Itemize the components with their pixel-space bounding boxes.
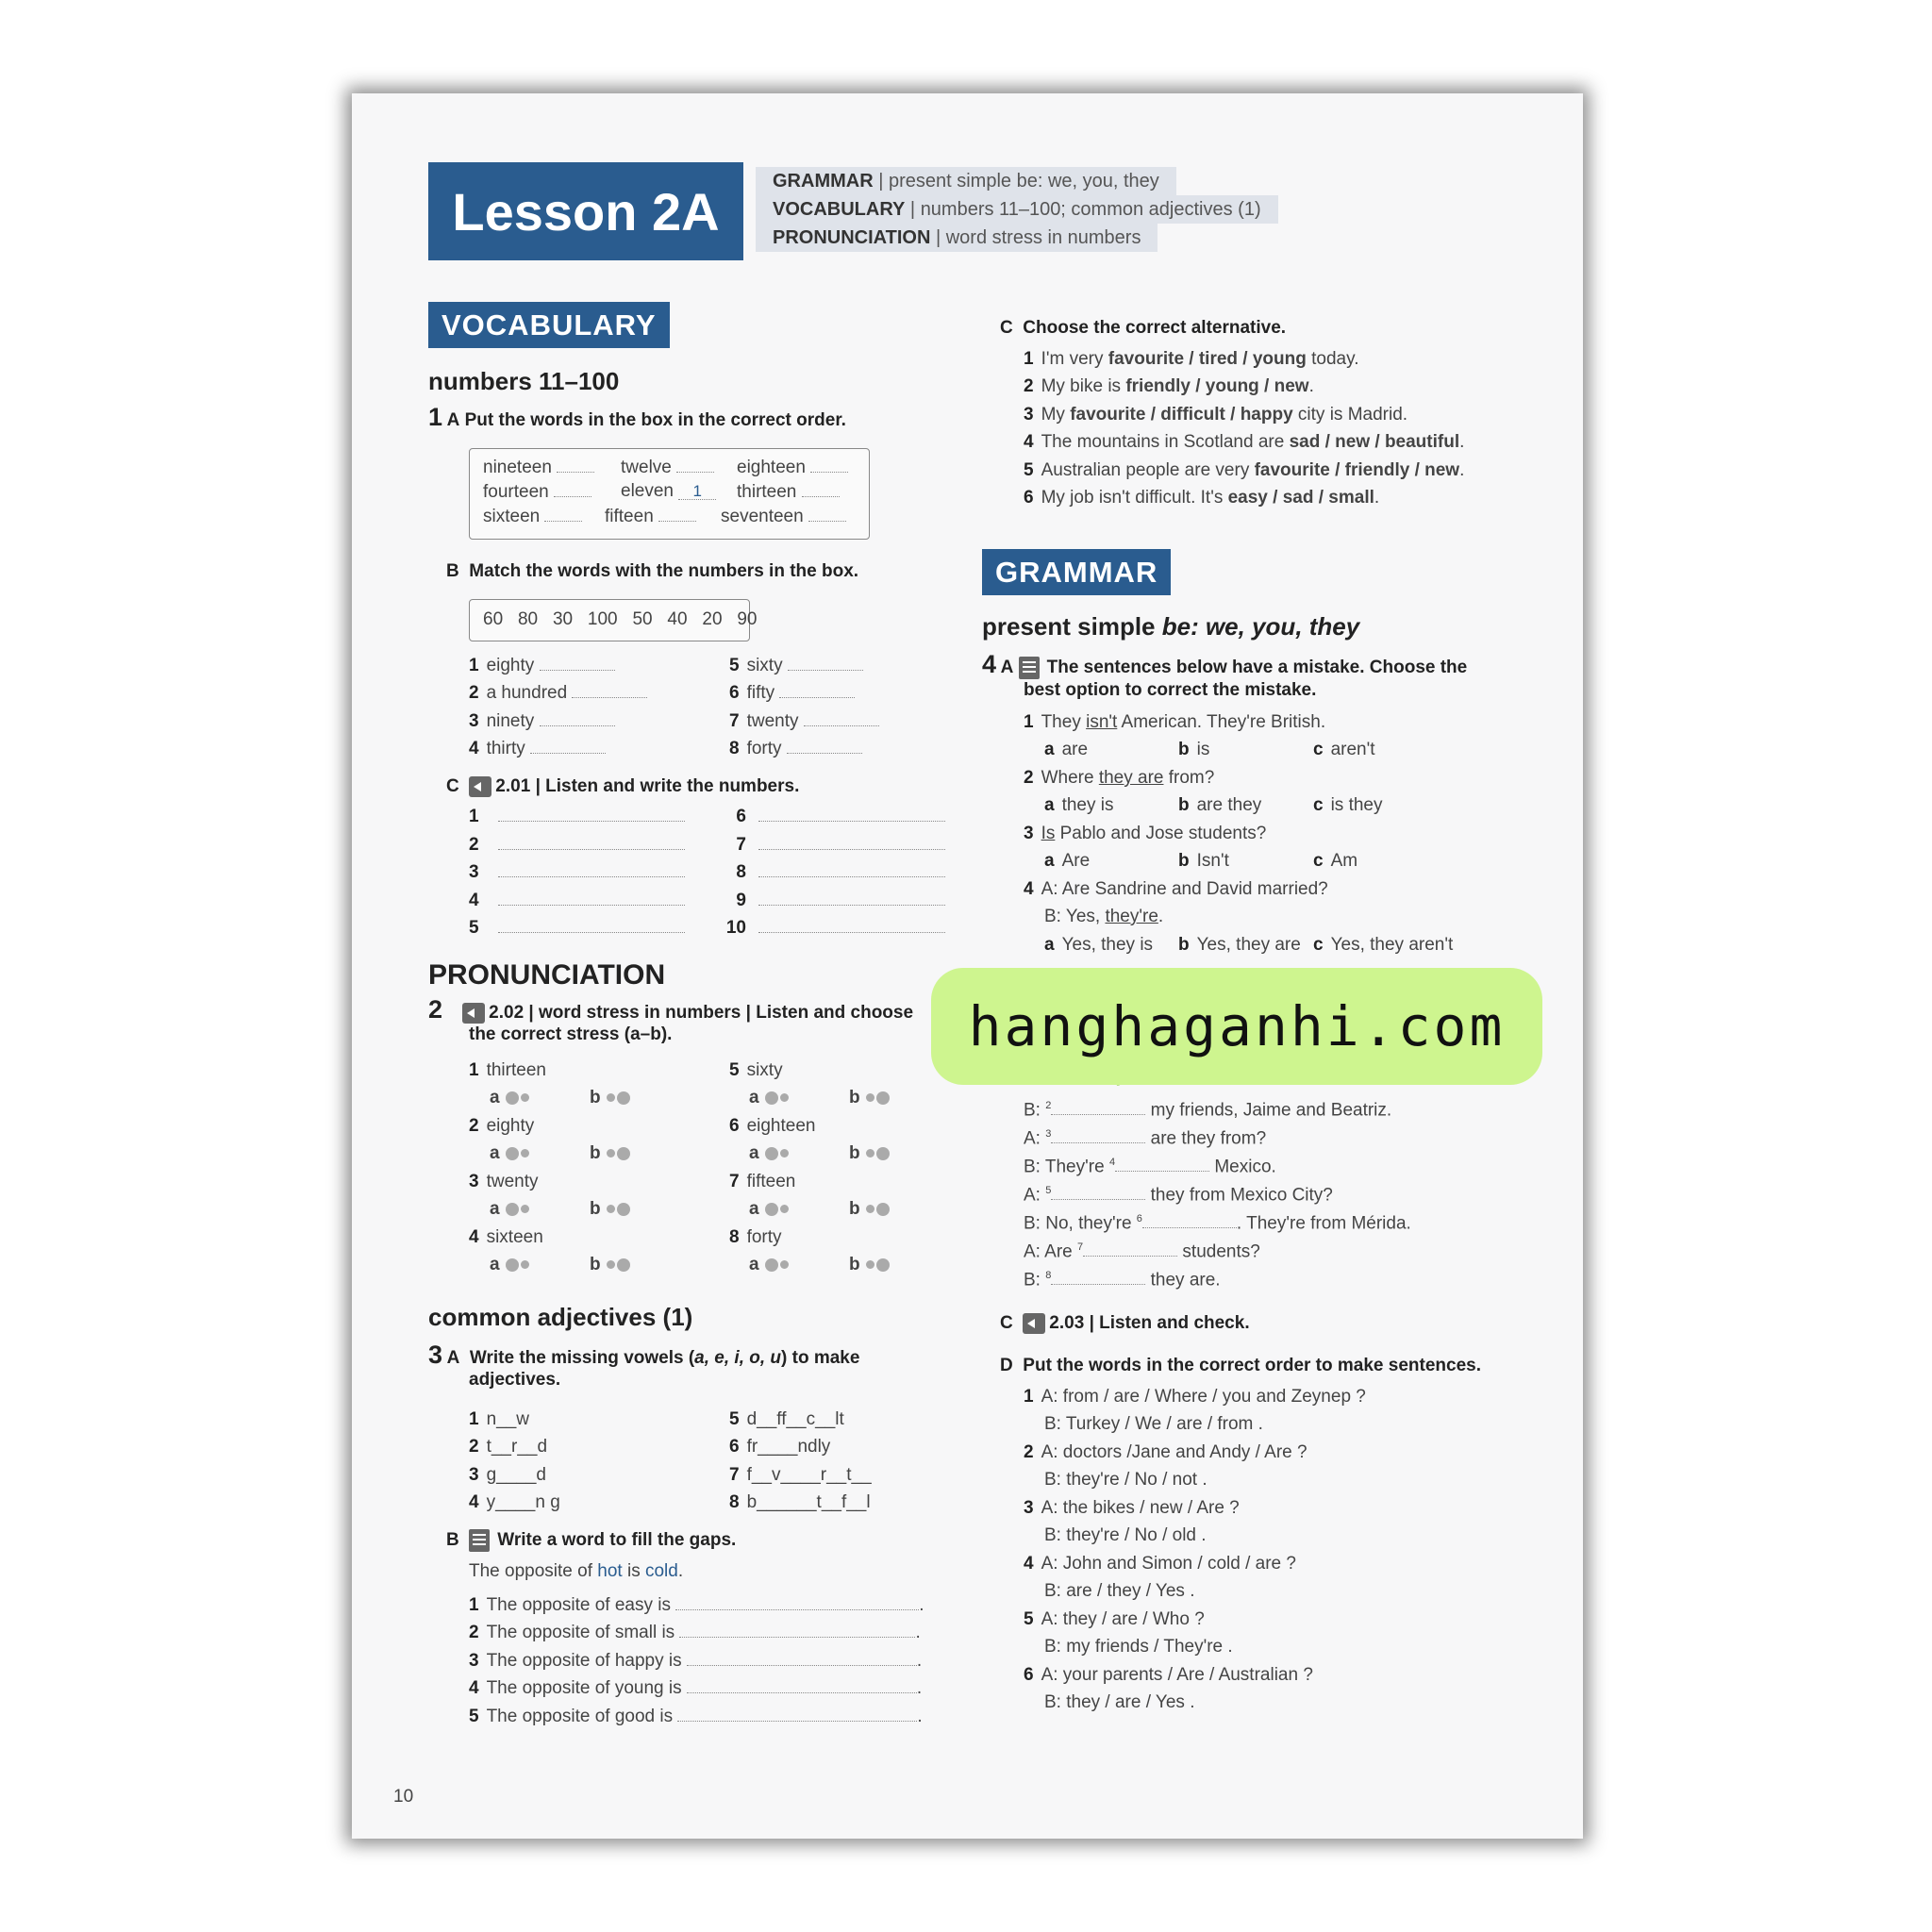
ex1c-instruction: C 2.01 | Listen and write the numbers. — [446, 776, 800, 796]
order-item-b: B: they're / No / old . — [1044, 1525, 1207, 1545]
option-b[interactable]: b are they — [1178, 795, 1262, 815]
workbook-page — [352, 93, 1583, 1839]
option-b[interactable]: b is — [1178, 740, 1210, 759]
conversation-line: B: $^2$ my friends, Jaime and Beatriz. — [1024, 1100, 1392, 1121]
ex2-instruction-cont: the correct stress (a–b). — [469, 1024, 673, 1044]
vowel-item: 8 b______t__f__l — [729, 1492, 871, 1512]
vowel-item: 3 g____d — [469, 1465, 546, 1485]
write-line: 10 — [720, 917, 945, 939]
box-word: fourteen — [483, 481, 591, 503]
ex1a-instruction: 1 A Put the words in the box in the correct order. — [428, 403, 846, 431]
gap-item: 5 The opposite of good is . — [469, 1707, 923, 1726]
option-c[interactable]: c Am — [1313, 851, 1358, 871]
match-item: 7 twenty — [729, 710, 879, 732]
box-word: thirteen — [737, 481, 840, 503]
vowel-item: 2 t__r__d — [469, 1437, 548, 1457]
option-c[interactable]: c aren't — [1313, 740, 1375, 759]
option-a[interactable]: a Yes, they is — [1044, 935, 1154, 955]
vowel-item: 7 f__v____r__t__ — [729, 1465, 872, 1485]
stress-word: 4 sixteen — [469, 1227, 543, 1247]
stress-option-b[interactable]: b — [590, 1088, 630, 1108]
document-icon — [469, 1529, 490, 1552]
stress-option-a[interactable]: a — [490, 1255, 529, 1275]
box-word: eighteen — [737, 457, 848, 478]
write-line: 7 — [720, 834, 945, 856]
stress-option-b[interactable]: b — [590, 1143, 630, 1164]
conversation-line: A: $^5$ they from Mexico City? — [1024, 1185, 1333, 1206]
grammar-heading: GRAMMAR — [982, 549, 1171, 595]
stress-option-a[interactable]: a — [749, 1143, 789, 1164]
order-item-b: B: Turkey / We / are / from . — [1044, 1414, 1263, 1434]
order-item: 4 A: John and Simon / cold / are ? — [1024, 1554, 1296, 1574]
gap-item: 3 The opposite of happy is . — [469, 1651, 923, 1671]
option-a[interactable]: a are — [1044, 740, 1089, 759]
stress-word: 3 twenty — [469, 1172, 539, 1191]
mistake-question: 1 They isn't American. They're British. — [1024, 712, 1326, 732]
conversation-line: A: $^3$ are they from? — [1024, 1128, 1267, 1149]
ex3a-instruction-cont: adjectives. — [469, 1370, 561, 1390]
match-item: 2 a hundred — [469, 682, 647, 704]
document-icon — [1019, 657, 1040, 679]
order-item-b: B: they're / No / not . — [1044, 1470, 1208, 1490]
gap-item: 1 The opposite of easy is . — [469, 1595, 924, 1615]
match-item: 8 forty — [729, 738, 862, 759]
stress-word: 1 thirteen — [469, 1060, 546, 1080]
vowel-item: 1 n__w — [469, 1409, 529, 1429]
mistake-question: 2 Where they are from? — [1024, 768, 1215, 788]
pron-meta: PRONUNCIATION | word stress in numbers — [756, 224, 1158, 252]
ex2-instruction: 2 2.02 | word stress in numbers | Listen and choose — [428, 995, 914, 1024]
stress-option-a[interactable]: a — [749, 1199, 789, 1220]
match-item: 3 ninety — [469, 710, 615, 732]
option-c[interactable]: c is they — [1313, 795, 1383, 815]
grammar-subheading: present simple be: we, you, they — [982, 612, 1360, 641]
gap-item: 2 The opposite of small is . — [469, 1623, 921, 1642]
vocab-subheading: numbers 11–100 — [428, 367, 620, 395]
write-line: 6 — [720, 806, 945, 827]
option-a[interactable]: a Are — [1044, 851, 1091, 871]
ex1b-instruction: B Match the words with the numbers in the box. — [446, 561, 859, 581]
stress-word: 7 fifteen — [729, 1172, 796, 1191]
order-item: 5 A: they / are / Who ? — [1024, 1609, 1205, 1629]
stress-word: 5 sixty — [729, 1060, 783, 1080]
order-item: 3 A: the bikes / new / Are ? — [1024, 1498, 1240, 1518]
match-item: 6 fifty — [729, 682, 855, 704]
stress-option-a[interactable]: a — [490, 1199, 529, 1220]
write-line: 5 — [469, 917, 685, 939]
box-word: eleven 1 — [621, 481, 716, 502]
box-word: sixteen — [483, 506, 582, 527]
adjectives-heading: common adjectives (1) — [428, 1303, 693, 1331]
ex3b-instruction: B Write a word to fill the gaps. — [446, 1530, 737, 1550]
lesson-title: Lesson 2A — [428, 162, 743, 260]
audio-icon[interactable] — [462, 1003, 485, 1024]
order-item: 2 A: doctors /Jane and Andy / Are ? — [1024, 1442, 1307, 1462]
page-number: 10 — [393, 1787, 414, 1807]
choose-item: 1 I'm very favourite / tired / young today. — [1024, 349, 1359, 369]
stress-option-b[interactable]: b — [849, 1255, 890, 1275]
write-line: 8 — [720, 861, 945, 883]
write-line: 3 — [469, 861, 685, 883]
write-line: 1 — [469, 806, 685, 827]
stress-word: 8 forty — [729, 1227, 782, 1247]
audio-icon[interactable] — [469, 776, 491, 797]
ex4d-instruction: D Put the words in the correct order to make sentences. — [1000, 1356, 1481, 1375]
choose-item: 4 The mountains in Scotland are sad / new / beautiful. — [1024, 432, 1465, 452]
match-item: 5 sixty — [729, 655, 863, 676]
choose-item: 3 My favourite / difficult / happy city is Madrid. — [1024, 405, 1408, 425]
ex-c-instruction: C Choose the correct alternative. — [1000, 318, 1287, 338]
order-item: 1 A: from / are / Where / you and Zeynep ? — [1024, 1387, 1366, 1407]
conversation-line: B: $^8$ they are. — [1024, 1270, 1221, 1291]
choose-item: 5 Australian people are very favourite / friendly / new. — [1024, 460, 1465, 480]
stress-option-b[interactable]: b — [590, 1255, 630, 1275]
write-line: 2 — [469, 834, 685, 856]
vowel-item: 5 d__ff__c__lt — [729, 1409, 844, 1429]
stress-word: 6 eighteen — [729, 1116, 816, 1136]
number-box-values: 60 80 30 100 50 40 20 90 — [483, 609, 758, 629]
conversation-line: A: Are $^7$ students? — [1024, 1241, 1260, 1262]
ex4a-instruction-cont: best option to correct the mistake. — [1024, 680, 1317, 700]
order-item-b: B: they / are / Yes . — [1044, 1692, 1195, 1712]
write-line: 9 — [720, 890, 945, 911]
ex3a-instruction: 3 A Write the missing vowels (a, e, i, o, u) to make — [428, 1341, 860, 1369]
order-item-b: B: are / they / Yes . — [1044, 1581, 1195, 1601]
stress-option-b[interactable]: b — [849, 1088, 890, 1108]
mistake-question: 4 A: Are Sandrine and David married? — [1024, 879, 1328, 899]
audio-icon[interactable] — [1023, 1313, 1045, 1334]
ex4a-instruction: 4 A The sentences below have a mistake. Choose the — [982, 650, 1468, 678]
watermark-banner: hanghaganhi.com — [931, 968, 1542, 1085]
stress-option-a[interactable]: a — [749, 1088, 789, 1108]
vowel-item: 4 y____n g — [469, 1492, 560, 1512]
option-c[interactable]: c Yes, they aren't — [1313, 935, 1454, 955]
mistake-question-cont: B: Yes, they're. — [1044, 907, 1164, 926]
pronunciation-heading: PRONUNCIATION — [428, 959, 666, 991]
example-sentence: The opposite of hot is cold. — [469, 1561, 684, 1581]
stress-option-b[interactable]: b — [590, 1199, 630, 1220]
mistake-question: 3 Is Pablo and Jose students? — [1024, 824, 1267, 843]
option-b[interactable]: b Yes, they are — [1178, 935, 1301, 955]
write-line: 4 — [469, 890, 685, 911]
stress-option-a[interactable]: a — [490, 1143, 529, 1164]
word-box — [469, 448, 870, 540]
stress-word: 2 eighty — [469, 1116, 535, 1136]
box-word: twelve — [621, 457, 714, 478]
vowel-item: 6 fr____ndly — [729, 1437, 831, 1457]
match-item: 1 eighty — [469, 655, 615, 676]
vocabulary-heading: VOCABULARY — [428, 302, 670, 348]
box-word: seventeen — [721, 506, 846, 527]
match-item: 4 thirty — [469, 738, 606, 759]
option-b[interactable]: b Isn't — [1178, 851, 1229, 871]
choose-item: 2 My bike is friendly / young / new. — [1024, 376, 1314, 396]
order-item-b: B: my friends / They're . — [1044, 1637, 1233, 1657]
number-box — [469, 599, 758, 641]
vocab-meta: VOCABULARY | numbers 11–100; common adjectives (1) — [756, 195, 1278, 224]
box-word: fifteen — [605, 506, 696, 527]
gap-item: 4 The opposite of young is . — [469, 1678, 923, 1698]
ex4c-instruction: C 2.03 | Listen and check. — [1000, 1313, 1250, 1333]
grammar-meta: GRAMMAR | present simple be: we, you, they — [756, 167, 1176, 195]
stress-option-b[interactable]: b — [849, 1199, 890, 1220]
conversation-line: B: No, they're $^6$ . They're from Mérida. — [1024, 1213, 1411, 1234]
box-word: nineteen — [483, 457, 594, 478]
order-item: 6 A: your parents / Are / Australian ? — [1024, 1665, 1313, 1685]
option-a[interactable]: a they is — [1044, 795, 1114, 815]
stress-option-a[interactable]: a — [490, 1088, 529, 1108]
stress-option-a[interactable]: a — [749, 1255, 789, 1275]
conversation-line: B: They're $^4$ Mexico. — [1024, 1157, 1276, 1177]
stress-option-b[interactable]: b — [849, 1143, 890, 1164]
choose-item: 6 My job isn't difficult. It's easy / sad / small. — [1024, 488, 1380, 508]
